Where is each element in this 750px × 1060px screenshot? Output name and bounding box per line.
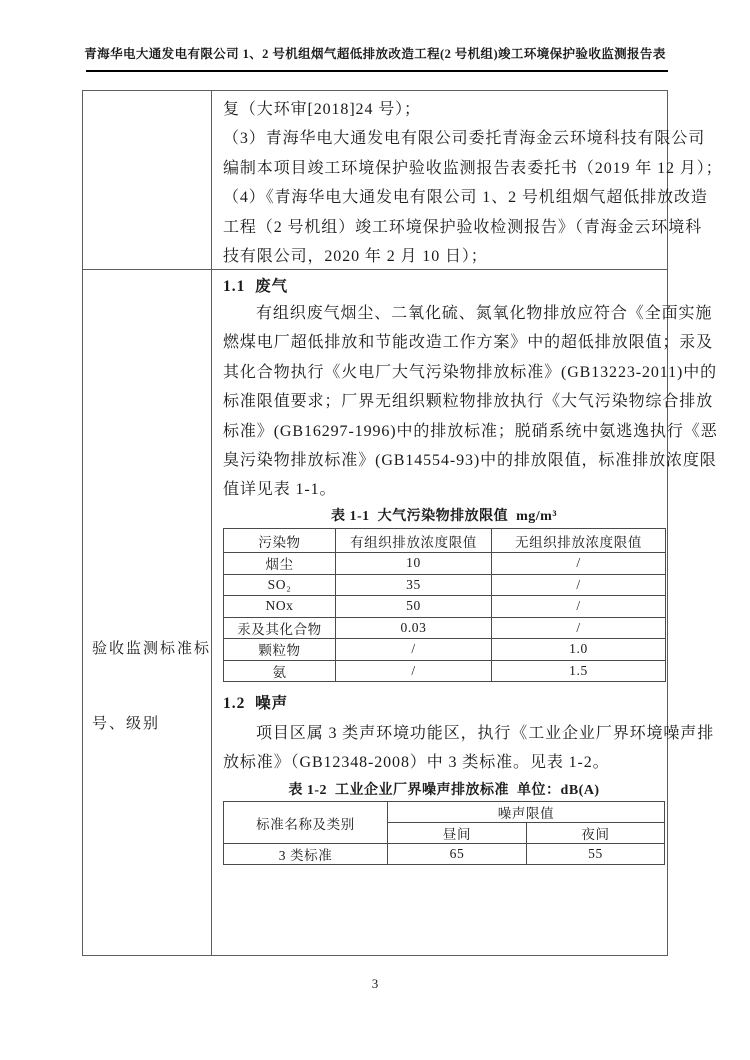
- cell-nighttime-value: 55: [527, 844, 665, 865]
- cell-value: 1.5: [492, 660, 666, 682]
- cell-value: 10: [336, 553, 492, 575]
- cell-value: 35: [336, 574, 492, 596]
- sub-header-nighttime: 夜间: [527, 823, 665, 844]
- column-divider: [211, 91, 212, 955]
- table-row: [224, 802, 665, 823]
- table-row: [224, 574, 666, 596]
- cell-value: /: [492, 617, 666, 639]
- cell-value: /: [492, 596, 666, 618]
- section-heading-noise: 1.2 噪声: [223, 695, 289, 712]
- table-row: [224, 596, 666, 618]
- cell-pollutant: NOx: [224, 596, 336, 618]
- text-line: 标准限值要求；厂界无组织颗粒物排放执行《大气污染物综合排放: [223, 393, 714, 411]
- row-label-standards: [92, 587, 210, 787]
- table-row: [224, 617, 666, 639]
- table-row: [224, 553, 666, 575]
- cell-pollutant: 汞及其化合物: [224, 617, 336, 639]
- cell-value: 50: [336, 596, 492, 618]
- text-line: 放标准》（GB12348-2008）中 3 类标准。见表 1-2。: [223, 754, 610, 772]
- col-header-organized-limit: 有组织排放浓度限值: [336, 529, 492, 553]
- table-row: [224, 639, 666, 661]
- table-1-1-caption: 表 1-1 大气污染物排放限值 mg/m³: [330, 509, 558, 524]
- cell-value: /: [336, 660, 492, 682]
- text-line: 臭污染物排放标准》(GB14554-93)中的排放限值，标准排放浓度限: [223, 451, 717, 469]
- table-row: [224, 529, 666, 553]
- text-line: （4）《青海华电大通发电有限公司 1、2 号机组烟气超低排放改造: [223, 189, 708, 207]
- group-header-noise-limit: 噪声限值: [388, 802, 665, 823]
- cell-value: 1.0: [492, 639, 666, 661]
- section-heading-waste-gas: 1.1 废气: [223, 278, 289, 295]
- noise-paragraph: [223, 719, 715, 778]
- row-label-line2: 号、级别: [92, 716, 161, 732]
- table-1-2-caption: 表 1-2 工业企业厂界噪声排放标准 单位：dB(A): [288, 783, 600, 798]
- text-line: 技有限公司，2020 年 2 月 10 日）；: [223, 247, 488, 265]
- cell-standard-class: 3 类标准: [224, 844, 388, 865]
- table-row: [224, 660, 666, 682]
- cell-pollutant: 烟尘: [224, 553, 336, 575]
- text-line: 复（大环审[2018]24 号）；: [223, 101, 421, 118]
- text-line: 有组织废气烟尘、二氧化硫、氮氧化物排放应符合《全面实施: [256, 305, 713, 322]
- cell-value: /: [492, 574, 666, 596]
- table-1-1: [223, 528, 666, 682]
- page-number: 3: [371, 976, 379, 991]
- table-1-2: [223, 801, 665, 865]
- cell-daytime-value: 65: [388, 844, 527, 865]
- text-line: 编制本项目竣工环境保护验收监测报告表委托书（2019 年 12 月）；: [223, 159, 723, 177]
- table-row: [224, 844, 665, 865]
- col-header-unorganized-limit: 无组织排放浓度限值: [492, 529, 666, 553]
- text-line: 值详见表 1-1。: [223, 481, 337, 499]
- text-line: 标准》(GB16297-1996)中的排放标准；脱硝系统中氨逃逸执行《恶: [223, 422, 718, 440]
- cell-value: /: [492, 553, 666, 575]
- header-divider: [86, 70, 668, 72]
- page-header-title: 青海华电大通发电有限公司 1、2 号机组烟气超低排放改造工程(2 号机组)竣工环境保护验收监测报告表: [84, 47, 666, 61]
- col-header-pollutant: 污染物: [224, 529, 336, 553]
- cell-pollutant: SO₂: [224, 574, 336, 596]
- row-label-line1: 验收监测标准标: [92, 641, 212, 657]
- main-table: [82, 90, 723, 956]
- text-line: 工程（2 号机组）竣工环境保护验收检测报告》（青海金云环境科: [223, 218, 703, 236]
- references-text-block: [223, 95, 723, 271]
- col-header-standard-name: 标准名称及类别: [224, 802, 388, 844]
- text-line: 项目区属 3 类声环境功能区，执行《工业企业厂界环境噪声排: [256, 725, 715, 742]
- text-line: 燃煤电厂超低排放和节能改造工作方案》中的超低排放限值；汞及: [223, 334, 714, 352]
- cell-value: 0.03: [336, 617, 492, 639]
- waste-gas-paragraph: [223, 299, 718, 505]
- text-line: 其化合物执行《火电厂大气污染物排放标准》(GB13223-2011)中的: [223, 363, 718, 381]
- text-line: （3）青海华电大通发电有限公司委托青海金云环境科技有限公司: [223, 130, 706, 148]
- cell-pollutant: 氨: [224, 660, 336, 682]
- sub-header-daytime: 昼间: [388, 823, 527, 844]
- cell-pollutant: 颗粒物: [224, 639, 336, 661]
- cell-value: /: [336, 639, 492, 661]
